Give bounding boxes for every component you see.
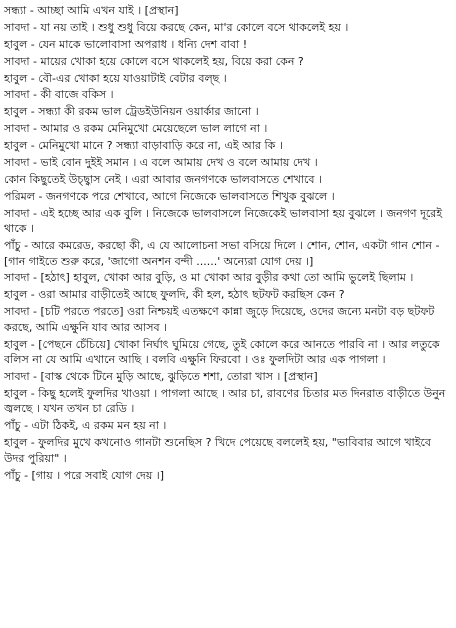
speaker-name: পাঁচু xyxy=(4,239,21,253)
dialogue-text: - [চটি পরতে পরতে] ওরা নিশ্চয়ই এতক্ষণে কান্না জুড়ে দিয়েছে, ওদের জন্যে মনটা বড় ছটফট করছে, আমি এক্ষুনি যাব আর আসব । xyxy=(4,305,435,334)
dialogue-line-7 xyxy=(4,104,452,120)
speaker-name: সাবদা xyxy=(4,88,30,102)
dialogue-line-2 xyxy=(4,20,452,36)
dialogue-line-9 xyxy=(4,138,452,154)
dialogue-text: - জনগণকে পরে শেখাবে, আগে নিজেকে ভালবাসতে শিখুক বুঝলে । xyxy=(34,189,335,203)
speaker-name: সাবদা xyxy=(4,305,30,319)
dialogue-line-6 xyxy=(4,87,452,103)
speaker-name: হাবুল xyxy=(4,105,28,119)
dialogue-line-20 xyxy=(4,386,452,417)
speaker-name: সাবদা xyxy=(4,206,30,220)
speaker-name: সাবদা xyxy=(4,156,30,170)
dialogue-text: - ওরা আমার বাড়ীতেই আছে ফুলদি, কী হল, হঠাৎ ছটফট করছিস কেন ? xyxy=(27,288,345,302)
dialogue-text: - যেন মাকে ভালোবাসা অপরাধ । ধন্যি দেশ বাবা ! xyxy=(27,37,248,51)
dialogue-text: - যা নয় তাই । শুধু শুধু বিয়ে করছে কেন, মা'র কোলে বসে থাকলেই হয় । xyxy=(29,20,349,34)
speaker-name: হাবুল xyxy=(4,71,28,85)
dialogue-line-23 xyxy=(4,468,452,484)
speaker-name: হাবুল xyxy=(4,337,28,351)
dialogue-line-15 xyxy=(4,270,452,286)
dialogue-line-22 xyxy=(4,435,452,466)
dialogue-text: - [গায় । পরে সবাই যোগ দেয় ।] xyxy=(20,468,165,482)
dialogue-line-19 xyxy=(4,369,452,385)
dialogue-text: - ভাই বোন দুইই সমান । এ বলে আমায় দেখ ও বলে আমায় দেখ । xyxy=(29,156,318,170)
dialogue-line-13 xyxy=(4,206,452,237)
speaker-name: সাবদা xyxy=(4,370,30,384)
speaker-name: সাবদা xyxy=(4,20,30,34)
dialogue-line-5 xyxy=(4,71,452,87)
speaker-name: সাবদা xyxy=(4,54,30,68)
dialogue-line-14 xyxy=(4,238,452,269)
dialogue-text: - সন্ধ্যা কী রকম ভাল ট্রেডইউনিয়ন ওয়ার্কার জানো । xyxy=(27,105,259,119)
dialogue-text: - ফুলদির মুখে কখনোও গানটা শুনেছিস ? খিদে পেয়েছে বললেই হয়, "ভাবিবার আগে খাইবে উদর পুরিয়া" । xyxy=(4,436,432,465)
dialogue-text: - [হঠাৎ] হাবুল, খোকা আর বুড়ি, ও মা খোকা আর বুড়ীর কথা তো আমি ভুলেই ছিলাম । xyxy=(29,271,414,285)
dialogue-line-11 xyxy=(4,172,452,188)
speaker-name: সন্ধ্যা xyxy=(4,4,27,17)
dialogue-text: - বৌ-এর খোকা হয়ে যাওয়াটাই বেটার বল্‌ছ । xyxy=(27,71,227,85)
dialogue-line-3 xyxy=(4,37,452,53)
dialogue-line-16 xyxy=(4,287,452,303)
dialogue-line-12 xyxy=(4,189,452,205)
speaker-name: সাবদা xyxy=(4,271,30,285)
speaker-name: হাবুল xyxy=(4,37,28,51)
dialogue-line-17 xyxy=(4,304,452,335)
dialogue-text: - আচ্ছা আমি এখন যাই । [প্রস্থান] xyxy=(26,4,179,17)
dialogue-text: - মেনিমুখো মানে ? সন্ধ্যা বাড়াবাড়ি করে না, এই আর কি । xyxy=(27,139,283,153)
dialogue-line-4 xyxy=(4,54,452,70)
dialogue-text: - আরে কমরেড, করছো কী, এ যে আলোচনা সভা বসিয়ে দিলে । শোন, শোন, একটা গান শোন - [গান গাইতে শুরু করে, 'জাগো অনশন বন্দী ......' অন্যেরা যোগ দেয় ।] xyxy=(4,239,440,268)
dialogue-line-18 xyxy=(4,337,452,368)
speaker-name: পাঁচু xyxy=(4,419,21,433)
dialogue-text: - এটা ঠিকই, এ রকম মন হয় না । xyxy=(20,419,167,433)
speaker-name: পরিমল xyxy=(4,189,35,203)
dialogue-line-21 xyxy=(4,418,452,434)
speaker-name: হাবুল xyxy=(4,386,28,400)
speaker-name: হাবুল xyxy=(4,436,28,450)
dialogue-text: - এই হচ্ছে আর এক বুলি । নিজেকে ভালবাসলে নিজেকেই ভালবাসা হয় বুঝলে । জনগণ দূরেই থাকে । xyxy=(4,206,443,236)
speaker-name: হাবুল xyxy=(4,288,28,302)
dialogue-line-8 xyxy=(4,121,452,137)
dialogue-line-10 xyxy=(4,155,452,171)
dialogue-text: - [বাস্ক থেকে টিনে মুড়ি আছে, ঝুড়িতে শশা, তোরা খাস । [প্রস্থান] xyxy=(29,370,318,384)
dialogue-text: - আমার ও রকম মেনিমুখো মেয়েছেলে ভাল লাগে না । xyxy=(29,122,268,136)
dialogue-text: - মায়ের খোকা হয়ে কোলে বসে থাকলেই হয়, বিয়ে করা কেন ? xyxy=(29,54,304,68)
speaker-name: সাবদা xyxy=(4,122,30,136)
speaker-name: হাবুল xyxy=(4,139,28,153)
speaker-name: পাঁচু xyxy=(4,468,21,482)
dialogue-text: - কিছু হলেই ফুলদির খাওয়া । পাগলা আছে । আর চা, রাবণের চিতার মত দিনরাত বাড়ীতে উনুন জ্বলছে । যখন তখন চা রেডি । xyxy=(4,386,446,416)
dialogue-text: - [পেছনে চেঁচিয়ে] খোকা নির্ঘাৎ ঘুমিয়ে গেছে, তুই কোলে করে আনতে পারবি না । আর লতুকে বলিস না যে আমি এখানে আছি । বলবি এক্ষুনি ফিরবো । ওঃ ফুলদিটা আর এক পাগলা । xyxy=(4,337,440,367)
dialogue-line-1 xyxy=(4,3,452,19)
dialogue-text: কোন কিছুতেই উচ্ছ্বাস নেই । এরা আবার জনগণকে ভালবাসতে শেখাবে । xyxy=(4,172,322,186)
dialogue-text: - কী বাজে বকিস । xyxy=(29,88,114,102)
